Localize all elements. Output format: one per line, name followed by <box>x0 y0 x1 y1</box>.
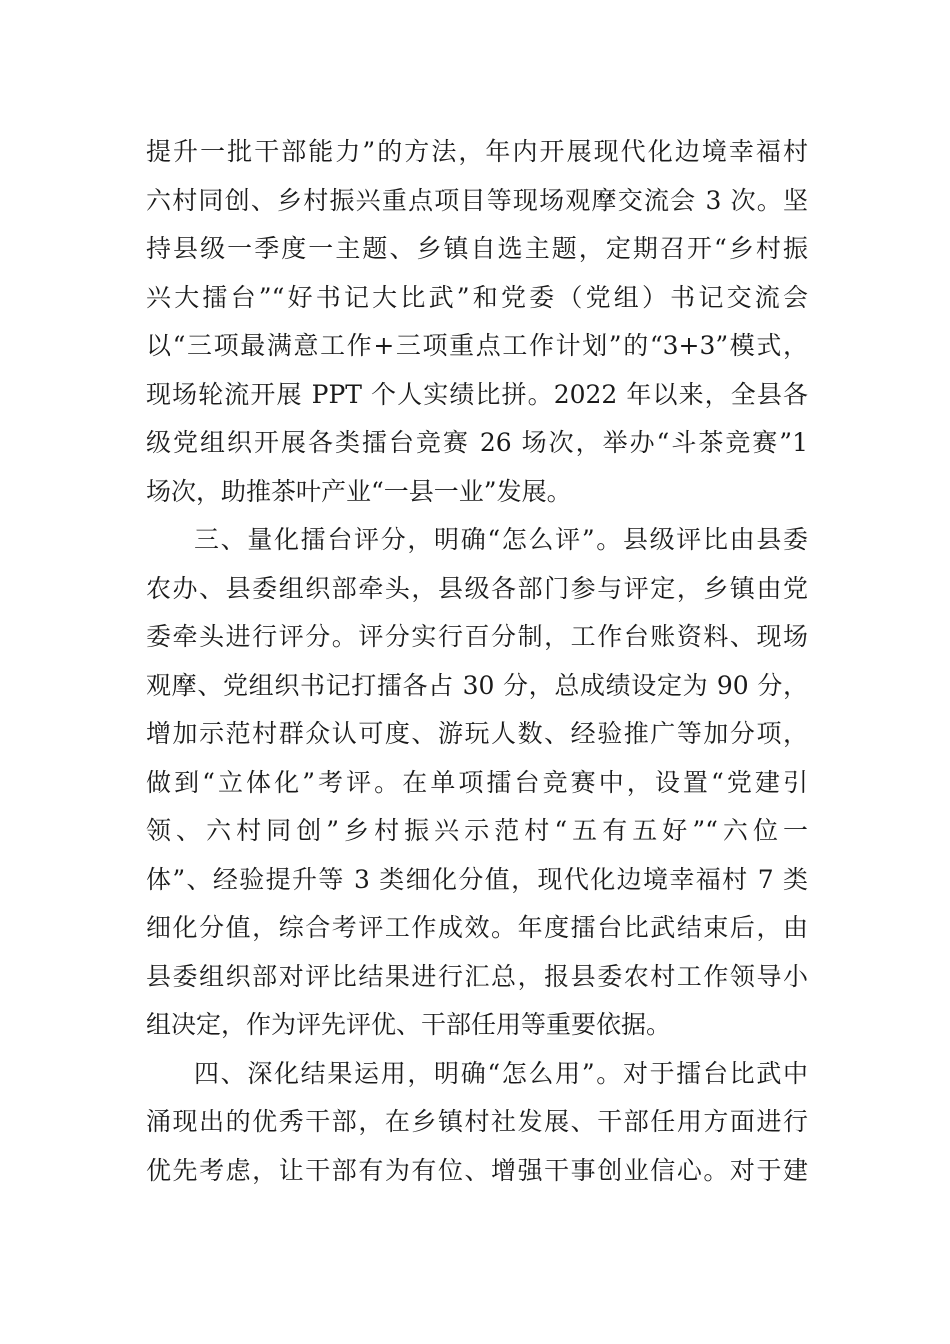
text-line: 现场轮流开展 PPT 个人实绩比拼。2022 年以来，全县各 <box>146 379 808 409</box>
text-line: 细化分值，综合考评工作成效。年度擂台比武结束后，由 <box>146 913 808 942</box>
document-body <box>146 128 808 1195</box>
text-line: 六村同创、乡村振兴重点项目等现场观摩交流会 3 次。坚 <box>146 185 808 215</box>
text-line: 涌现出的优秀干部，在乡镇村社发展、干部任用方面进行 <box>146 1107 808 1136</box>
text-line: 观摩、党组织书记打擂各占 30 分，总成绩设定为 90 分， <box>146 670 808 700</box>
paragraph-1 <box>146 128 808 516</box>
text-line: 县委组织部对评比结果进行汇总，报县委农村工作领导小 <box>146 961 808 991</box>
text-line: 场次，助推茶叶产业“一县一业”发展。 <box>146 476 572 506</box>
text-line: 优先考虑，让干部有为有位、增强干事创业信心。对于建 <box>146 1155 808 1185</box>
text-line: 委牵头进行评分。评分实行百分制，工作台账资料、现场 <box>146 622 808 651</box>
text-line: 体”、经验提升等 3 类细化分值，现代化边境幸福村 7 类 <box>146 864 808 894</box>
text-line: 组决定，作为评先评优、干部任用等重要依据。 <box>146 1010 672 1039</box>
text-line: 持县级一季度一主题、乡镇自选主题，定期召开“乡村振 <box>146 234 808 263</box>
text-line: 做到“立体化”考评。在单项擂台竞赛中，设置“党建引 <box>146 767 808 797</box>
text-line: 领、六村同创”乡村振兴示范村“五有五好”“六位一 <box>146 816 808 845</box>
text-line: 以“三项最满意工作+三项重点工作计划”的“3+3”模式， <box>146 331 808 360</box>
text-line: 兴大擂台”“好书记大比武”和党委（党组）书记交流会 <box>146 282 808 312</box>
text-line: 提升一批干部能力”的方法，年内开展现代化边境幸福村 <box>146 137 808 166</box>
paragraph-3 <box>146 1050 808 1196</box>
text-line: 农办、县委组织部牵头，县级各部门参与评定，乡镇由党 <box>146 573 808 603</box>
text-line: 四、深化结果运用，明确“怎么用”。对于擂台比武中 <box>194 1058 808 1088</box>
text-line: 增加示范村群众认可度、游玩人数、经验推广等加分项， <box>146 719 808 748</box>
text-line: 级党组织开展各类擂台竞赛 26 场次，举办“斗茶竞赛”1 <box>146 428 808 457</box>
paragraph-2 <box>146 516 808 1050</box>
text-line: 三、量化擂台评分，明确“怎么评”。县级评比由县委 <box>194 525 808 554</box>
